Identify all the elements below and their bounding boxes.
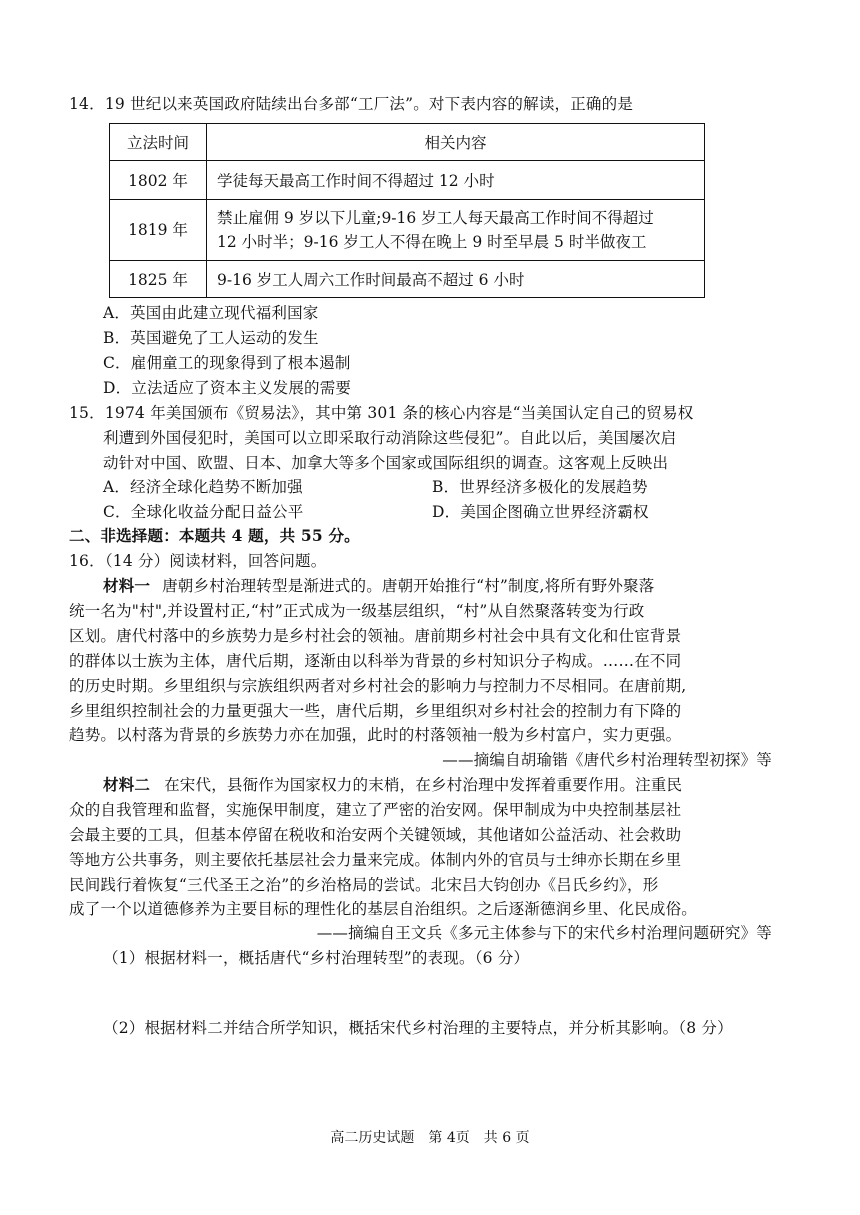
q14-option-a: A．英国由此建立现代福利国家 (103, 304, 319, 322)
q16-subquestion-2: （2）根据材料二并结合所学知识，概括宋代乡村治理的主要特点，并分析其影响。（8 分） (103, 1019, 733, 1037)
material-one-source: ——摘编自胡瑜锴《唐代乡村治理转型初探》等 (442, 751, 772, 769)
table-row (110, 200, 705, 261)
q15-option-c: C．全球化收益分配日益公平 (103, 503, 304, 521)
q15-option-d: D．美国企图确立世界经济霸权 (432, 503, 649, 521)
q14-option-c: C．雇佣童工的现象得到了根本遏制 (103, 354, 351, 372)
material-one-line: 统一名为"村",并设置村正,“村”正式成为一级基层组织，“村”从自然聚落转变为行政 (69, 602, 645, 620)
material-two-line: 成了一个以道德修养为主要目标的理性化的基层自治组织。之后逐渐德润乡里、化民成俗。 (69, 900, 698, 918)
material-two-line: 会最主要的工具，但基本停留在税收和治安两个关键领域，其他诸如公益活动、社会救助 (69, 826, 682, 844)
material-two-text: 在宋代，县衙作为国家权力的末梢，在乡村治理中发挥着重要作用。注重民 (164, 776, 683, 794)
table-header-content: 相关内容 (207, 124, 705, 161)
table-cell-content: 学徒每天最高工作时间不得超过 12 小时 (207, 161, 705, 200)
material-two-label: 材料二 (103, 775, 151, 794)
table-cell-year: 1802 年 (110, 161, 207, 200)
table-cell-year: 1819 年 (110, 200, 207, 261)
table-cell-content-line: 禁止雇佣 9 岁以下儿童;9-16 岁工人每天最高工作时间不得超过 (217, 209, 654, 227)
q14-stem: 14．19 世纪以来英国政府陆续出台多部“工厂法”。对下表内容的解读，正确的是 (69, 95, 634, 113)
q15-stem-line: 15．1974 年美国颁布《贸易法》，其中第 301 条的核心内容是“当美国认定自己的贸易权 (69, 404, 694, 422)
material-one-label: 材料一 (103, 576, 151, 595)
q15-option-b: B．世界经济多极化的发展趋势 (432, 478, 648, 496)
material-one-line: 的历史时期。乡里组织与宗族组织两者对乡村社会的影响力与控制力不尽相同。在唐前期, (69, 677, 687, 695)
q16-stem: 16．（14 分）阅读材料，回答问题。 (69, 552, 327, 570)
material-one-line: 区划。唐代村落中的乡族势力是乡村社会的领袖。唐前期乡村社会中具有文化和仕宦背景 (69, 627, 682, 645)
table-cell-year: 1825 年 (110, 261, 207, 298)
table-cell-content-line: 12 小时半；9-16 岁工人不得在晚上 9 时至早晨 5 时半做夜工 (217, 233, 647, 251)
table-cell-content (207, 200, 705, 261)
section-heading: 二、非选择题：本题共 4 题，共 55 分。 (69, 526, 360, 545)
table-row (110, 161, 705, 200)
material-one-text: 唐朝乡村治理转型是渐进式的。唐朝开始推行“村”制度,将所有野外聚落 (162, 577, 655, 595)
material-one-line: 乡里组织控制社会的力量更强大一些，唐代后期，乡里组织对乡村社会的控制力有下降的 (69, 702, 682, 720)
factory-law-table (109, 123, 705, 298)
material-one-line: 的群体以士族为主体，唐代后期，逐渐由以科举为背景的乡村知识分子构成。……在不同 (69, 652, 682, 670)
q15-option-a: A．经济全球化趋势不断加强 (103, 478, 303, 496)
table-cell-content: 9-16 岁工人周六工作时间最高不超过 6 小时 (207, 261, 705, 298)
q15-stem-line: 利遭到外国侵犯时，美国可以立即采取行动消除这些侵犯”。自此以后，美国屡次启 (103, 429, 677, 447)
q14-option-b: B．英国避免了工人运动的发生 (103, 329, 319, 347)
table-header-row (110, 124, 705, 161)
q15-stem-line: 动针对中国、欧盟、日本、加拿大等多个国家或国际组织的调查。这客观上反映出 (103, 454, 669, 472)
q16-subquestion-1: （1）根据材料一，概括唐代“乡村治理转型”的表现。（6 分） (103, 949, 530, 967)
material-two-line: 民间践行着恢复“三代圣王之治”的乡治格局的尝试。北宋吕大钧创办《吕氏乡约》，形 (69, 876, 659, 894)
material-two-source: ——摘编自王文兵《多元主体参与下的宋代乡村治理问题研究》等 (316, 924, 772, 942)
q14-option-d: D．立法适应了资本主义发展的需要 (103, 379, 352, 397)
material-one-line (103, 574, 655, 598)
material-one-line: 趋势。以村落为背景的乡族势力亦在加强，此时的村落领袖一般为乡村富户，实力更强。 (69, 726, 682, 744)
material-two-line: 众的自我管理和监督，实施保甲制度，建立了严密的治安网。保甲制成为中央控制基层社 (69, 801, 682, 819)
page-footer: 高二历史试题 第 4页 共 6 页 (330, 1130, 530, 1146)
material-two-line (103, 773, 682, 797)
material-two-line: 等地方公共事务，则主要依托基层社会力量来完成。体制内外的官员与士绅亦长期在乡里 (69, 851, 682, 869)
table-row (110, 261, 705, 298)
table-header-year: 立法时间 (110, 124, 207, 161)
